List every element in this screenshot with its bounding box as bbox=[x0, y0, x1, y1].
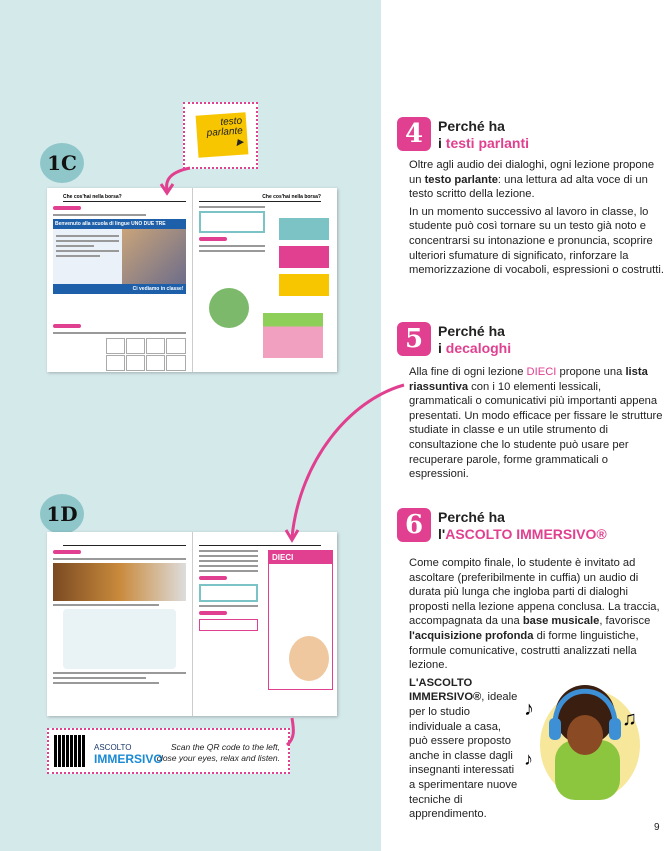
section-body-5: Alla fine di ogni lezione DIECI propone una lista riassuntiva con i 10 elementi lessicali, grammaticali o comunicativi più importanti appena presentati. Un modo efficace per fissare le strutture studiate in classe e un utile strumento di consultazione che lo studente può usare per recuperare parole, forme grammaticali o espressioni. bbox=[409, 366, 663, 481]
heading-line1: Perché ha bbox=[438, 118, 505, 134]
qr-line1: Scan the QR code to the left, bbox=[170, 742, 280, 752]
section-heading-6: Perché ha l'ASCOLTO IMMERSIVO® bbox=[438, 509, 607, 542]
heading-prefix: i bbox=[438, 135, 446, 151]
qr-line2: close your eyes, relax and listen. bbox=[156, 753, 280, 763]
sticker-line1: testo bbox=[220, 115, 243, 129]
lesson-badge-1c: 1C bbox=[40, 143, 84, 183]
lesson-badge-1d: 1D bbox=[40, 494, 84, 534]
brand-top: ASCOLTO bbox=[94, 743, 132, 752]
section-number-4: 4 bbox=[397, 117, 431, 151]
paragraph: In un momento successivo al lavoro in classe, lo studente può così tornare su un testo già noto e concentrarsi su intonazione e pronuncia, scoprire ulteriori sfumature di significato, rinforzare la memorizzazione di vocaboli, espressioni o costrutti. bbox=[409, 205, 664, 277]
section-body-4: Oltre agli audio dei dialoghi, ogni lezione propone un testo parlante: una lettura ad alta voce di un testo scritto della lezione. In un momento successivo al lavoro in classe, lo studente può così tornare su un testo già noto e concentrarsi su intonazione e pronuncia, scoprire ulteriori sfumature di significato, rinforzare la memorizzazione di vocaboli, espressioni o costrutti. bbox=[409, 158, 667, 281]
heading-highlight: ASCOLTO IMMERSIVO® bbox=[445, 526, 607, 542]
sticker-line2: parlante bbox=[206, 125, 244, 140]
heading-highlight: testi parlanti bbox=[445, 135, 530, 151]
svg-text:♪: ♪ bbox=[524, 749, 533, 769]
heading-highlight: decaloghi bbox=[445, 340, 512, 356]
arrow-ascolto bbox=[287, 718, 293, 745]
page-title: Che cos'hai nella borsa? bbox=[199, 194, 322, 202]
section-number-6: 6 bbox=[397, 508, 431, 542]
svg-text:♪: ♪ bbox=[524, 698, 534, 720]
dieci-label: DIECI bbox=[269, 551, 332, 564]
banner-footer: Ci vediamo in classe! bbox=[53, 284, 186, 294]
section-heading-4 bbox=[438, 118, 529, 152]
page-number: 9 bbox=[654, 822, 660, 833]
heading-line1: Perché ha bbox=[438, 323, 505, 339]
svg-text:♫: ♫ bbox=[622, 708, 637, 730]
section-number-5: 5 bbox=[397, 322, 431, 356]
brand-bottom: IMMERSIVO bbox=[94, 752, 163, 766]
section-heading-5: Perché ha i decaloghi bbox=[438, 323, 512, 356]
heading-line1: Perché ha bbox=[438, 509, 505, 525]
arrow-decaloghi bbox=[292, 385, 404, 537]
play-circle-icon: ▶ bbox=[236, 136, 244, 147]
banner: Benvenuto alla scuola di lingue UNO DUE TRE bbox=[53, 219, 186, 229]
section-body-6: Come compito finale, lo studente è invitato ad ascoltare (preferibilmente in cuffia) un audio di durata più lunga che ingloba parti di dialoghi proposti nella lezione appena conclusa. La traccia, accompagnata da una base musicale, favorisce l'acquisizione profonda di forme linguistiche, formule comunicative, costrutti analizzati nella lezione. L'ASCOLTO IMMERSIVO®, ideale per lo studio individuale a casa, può essere proposto anche in classe dagli insegnanti interessati a sperimentare nuove tecniche di apprendimento. bbox=[409, 557, 660, 821]
page-title: Che cos'hai nella borsa? bbox=[63, 194, 186, 202]
